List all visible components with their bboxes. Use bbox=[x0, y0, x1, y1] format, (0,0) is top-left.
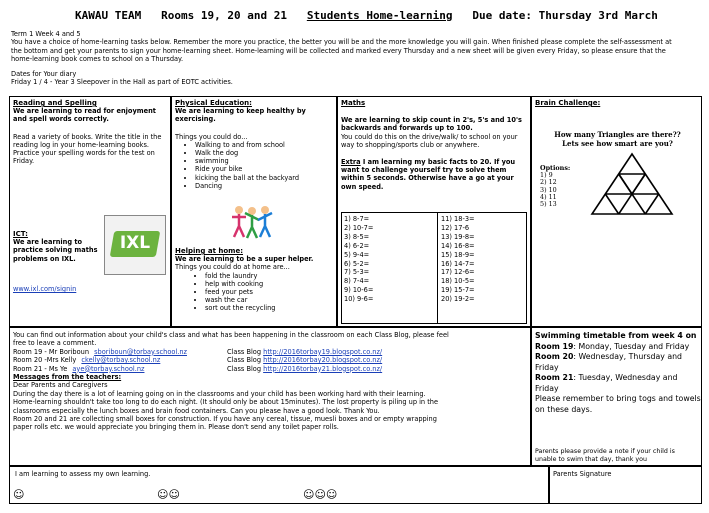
ixl-logo-image bbox=[104, 215, 166, 275]
room-name: Room 21 - Ms Ye bbox=[13, 364, 68, 373]
question: 7) 5-3= bbox=[344, 268, 370, 277]
triangle-puzzle-image bbox=[590, 152, 674, 217]
maths-goal: We are learning to skip count in 2's, 5's and 10's backwards and forwards up to 100. bbox=[341, 116, 522, 133]
info-line-2: free to leave a comment. bbox=[13, 339, 97, 348]
reading-goal: We are learning to read for enjoyment and spell words correctly. bbox=[13, 107, 156, 124]
home-title: Helping at home: bbox=[175, 247, 243, 255]
message-line: classrooms especially the lunch boxes and brain food containers. Can you please have a good look. Thank You. bbox=[13, 406, 380, 415]
room-name: Room 19 - Mr Boriboun bbox=[13, 347, 90, 356]
message-line: paper rolls etc. we would appreciate you bringing them in. Please don't send any toilet paper rolls. bbox=[13, 423, 339, 432]
message-line: Dear Parents and Caregivers bbox=[13, 381, 108, 390]
pe-item: • kicking the ball at the backyard bbox=[195, 174, 335, 182]
face-3[interactable]: ☺☺☺ bbox=[303, 488, 338, 501]
home-item: • wash the car bbox=[205, 296, 335, 304]
option: 1) 9 bbox=[540, 171, 553, 180]
pe-intro: Things you could do... bbox=[175, 132, 248, 141]
ixl-link[interactable]: www.ixl.com/signin bbox=[13, 285, 77, 293]
home-list bbox=[175, 272, 335, 313]
due-date: Due date: Thursday 3rd March bbox=[472, 9, 658, 22]
pe-title: Physical Education: bbox=[175, 99, 252, 107]
question: 19) 15-7= bbox=[441, 286, 475, 295]
question: 8) 7-4= bbox=[344, 277, 370, 286]
sheet-title: Students Home-learning bbox=[306, 9, 453, 22]
rooms-label: Rooms 19, 20 and 21 bbox=[161, 9, 287, 22]
question: 2) 10-7= bbox=[344, 223, 374, 232]
intro-line-2: the bottom and get your parents to sign your home-learning sheet. Home-learning will be collected and marked every Thursday and a new sheet will be given every Friday, so please ensure that the bbox=[11, 46, 666, 55]
intro-line-3: home-learning book comes to school on a Thursday. bbox=[11, 55, 184, 64]
ixl-logo-text: IXL bbox=[119, 233, 151, 253]
maths-title: Maths bbox=[341, 99, 366, 107]
room-row bbox=[13, 348, 529, 356]
home-item: • help with cooking bbox=[205, 280, 335, 288]
pe-list bbox=[175, 141, 335, 190]
room21-days: : Tuesday, Wednesday and Friday bbox=[535, 373, 678, 393]
pe-item: • Walking to and from school bbox=[195, 141, 335, 149]
pe-item: • swimming bbox=[195, 157, 335, 165]
ict-title: ICT: bbox=[13, 230, 28, 238]
message-line: During the day there is a lot of learning going on in the classrooms and your child has been working hard with their learning. bbox=[13, 389, 426, 398]
room-row bbox=[13, 365, 529, 373]
question: 3) 8-5= bbox=[344, 232, 370, 241]
home-item: • feed your pets bbox=[205, 288, 335, 296]
pe-item: • Walk the dog bbox=[195, 149, 335, 157]
team-name: KAWAU TEAM bbox=[75, 9, 142, 22]
question: 20) 19-2= bbox=[441, 295, 475, 304]
info-line-1: You can find out information about your child's class and what has been happening in the classroom on each Class Blog, please feel bbox=[13, 331, 449, 339]
blog-label: Class Blog bbox=[227, 356, 262, 365]
extra-text: I am learning my basic facts to 20. If you want to challenge yourself try to solve them within 5 seconds. Otherwise have a go at your own speed. bbox=[341, 158, 516, 191]
ict-goal: We are learning to practice solving maths problems on IXL. bbox=[13, 238, 98, 263]
room21-label: Room 21 bbox=[535, 373, 574, 382]
swim-box bbox=[531, 327, 702, 466]
table-divider bbox=[437, 213, 438, 323]
maths-box bbox=[337, 96, 531, 327]
options-title: Options: bbox=[540, 164, 571, 172]
reading-title: Reading and Spelling bbox=[13, 99, 97, 107]
question: 18) 10-5= bbox=[441, 277, 475, 286]
message-line: Home-learning shouldn't take too long to do each night. (It should only be about 15minutes). The lost property is piling up in the bbox=[13, 398, 439, 407]
header bbox=[75, 9, 658, 22]
question: 6) 5-2= bbox=[344, 259, 370, 268]
message-line: Room 20 and 21 are collecting small boxes for construction. If you have any cereal, tissue, muesli boxes and or empty wrapping bbox=[13, 415, 437, 424]
brain-title: Brain Challenge: bbox=[535, 99, 601, 107]
home-item: • fold the laundry bbox=[205, 272, 335, 280]
face-2[interactable]: ☺☺ bbox=[157, 488, 180, 501]
room-email[interactable]: sboriboun@torbay.school.nz bbox=[94, 347, 187, 356]
room-email[interactable]: ckelly@torbay.school.nz bbox=[81, 356, 161, 365]
info-box bbox=[9, 327, 531, 466]
blog-label: Class Blog bbox=[227, 347, 262, 356]
room19-days: : Monday, Tuesday and Friday bbox=[573, 341, 690, 351]
question: 1) 8-7= bbox=[344, 215, 370, 223]
intro-line-1: You have a choice of home-learning tasks below. Remember the more you practice, the better you will be and the more knowledge you will gain. When finished please complete the self-assessment at bbox=[11, 38, 672, 47]
question: 10) 9-6= bbox=[344, 295, 374, 304]
blog-label: Class Blog bbox=[227, 364, 262, 373]
basic-facts-table bbox=[341, 212, 527, 324]
messages-title: Messages from the teachers: bbox=[13, 372, 122, 381]
pe-item: • Dancing bbox=[195, 182, 335, 190]
question: 16) 14-7= bbox=[441, 259, 475, 268]
question: 11) 18-3= bbox=[441, 215, 475, 223]
assess-label: I am learning to assess my own learning. bbox=[15, 470, 151, 478]
room20-days: : Wednesday, Thursday and Friday bbox=[535, 352, 683, 372]
question: 17) 12-6= bbox=[441, 268, 475, 277]
pe-item: • Ride your bike bbox=[195, 165, 335, 173]
brain-box bbox=[531, 96, 702, 327]
pe-box bbox=[171, 96, 337, 327]
home-goal: We are learning to be a super helper. bbox=[175, 255, 314, 264]
option: 2) 12 bbox=[540, 178, 557, 187]
dates-title: Dates for Your diary bbox=[11, 69, 77, 78]
intro bbox=[11, 30, 703, 86]
question: 4) 6-2= bbox=[344, 241, 370, 250]
swim-note-2: unable to swim that day, thank you bbox=[535, 456, 648, 463]
extra-label: Extra bbox=[341, 158, 361, 167]
face-1[interactable]: ☺ bbox=[13, 488, 25, 501]
option: 5) 13 bbox=[540, 200, 557, 209]
home-item: • sort out the recycling bbox=[205, 304, 335, 312]
option: 4) 11 bbox=[540, 192, 557, 201]
brain-question-2: Lets see how smart are you? bbox=[562, 139, 673, 148]
parents-signature-label: Parents Signature bbox=[553, 470, 612, 478]
question: 12) 17-6 bbox=[441, 223, 470, 232]
parents-signature-box[interactable] bbox=[549, 466, 702, 504]
swim-title: Swimming timetable from week 4 on bbox=[535, 331, 697, 340]
self-assessment-box bbox=[9, 466, 549, 504]
reading-task: Read a variety of books. Write the title in the reading log in your home-learning books. Practice your spelling words for the test on Friday. bbox=[13, 132, 162, 166]
question: 9) 10-6= bbox=[344, 286, 374, 295]
question: 14) 16-8= bbox=[441, 241, 475, 250]
room20-label: Room 20 bbox=[535, 352, 574, 361]
blog-link[interactable]: http://2016torbay19.blogspot.co.nz/ bbox=[263, 347, 383, 356]
home-intro: Things you could do at home are... bbox=[175, 263, 290, 272]
swim-reminder: Please remember to bring togs and towels on these days. bbox=[535, 394, 701, 414]
room19-label: Room 19 bbox=[535, 341, 574, 351]
option: 3) 10 bbox=[540, 185, 557, 194]
swim-note-1: Parents please provide a note if your child is bbox=[535, 448, 675, 455]
question: 5) 9-4= bbox=[344, 250, 370, 259]
room-row bbox=[13, 356, 529, 364]
question: 15) 18-9= bbox=[441, 250, 475, 259]
term-label: Term 1 Week 4 and 5 bbox=[11, 30, 81, 38]
room-name: Room 20 -Mrs Kelly bbox=[13, 356, 77, 365]
maths-task: You could do this on the drive/walk/ to school on your way to shopping/sports club or anywhere. bbox=[341, 132, 518, 149]
kids-exercising-image bbox=[230, 204, 274, 240]
reading-box bbox=[9, 96, 171, 327]
brain-question-1: How many Triangles are there?? bbox=[554, 130, 681, 139]
question: 13) 19-8= bbox=[441, 232, 475, 241]
room-email[interactable]: aye@torbay.school.nz bbox=[72, 364, 145, 373]
blog-link[interactable]: http://2016torbay20.blogspot.co.nz/ bbox=[263, 356, 383, 365]
dates-line: Friday 1 / 4 - Year 3 Sleepover in the Hall as part of EOTC activities. bbox=[11, 78, 233, 87]
pe-goal: We are learning to keep healthy by exercising. bbox=[175, 107, 306, 124]
blog-link[interactable]: http://2016torbay21.blogspot.co.nz/ bbox=[263, 364, 383, 373]
